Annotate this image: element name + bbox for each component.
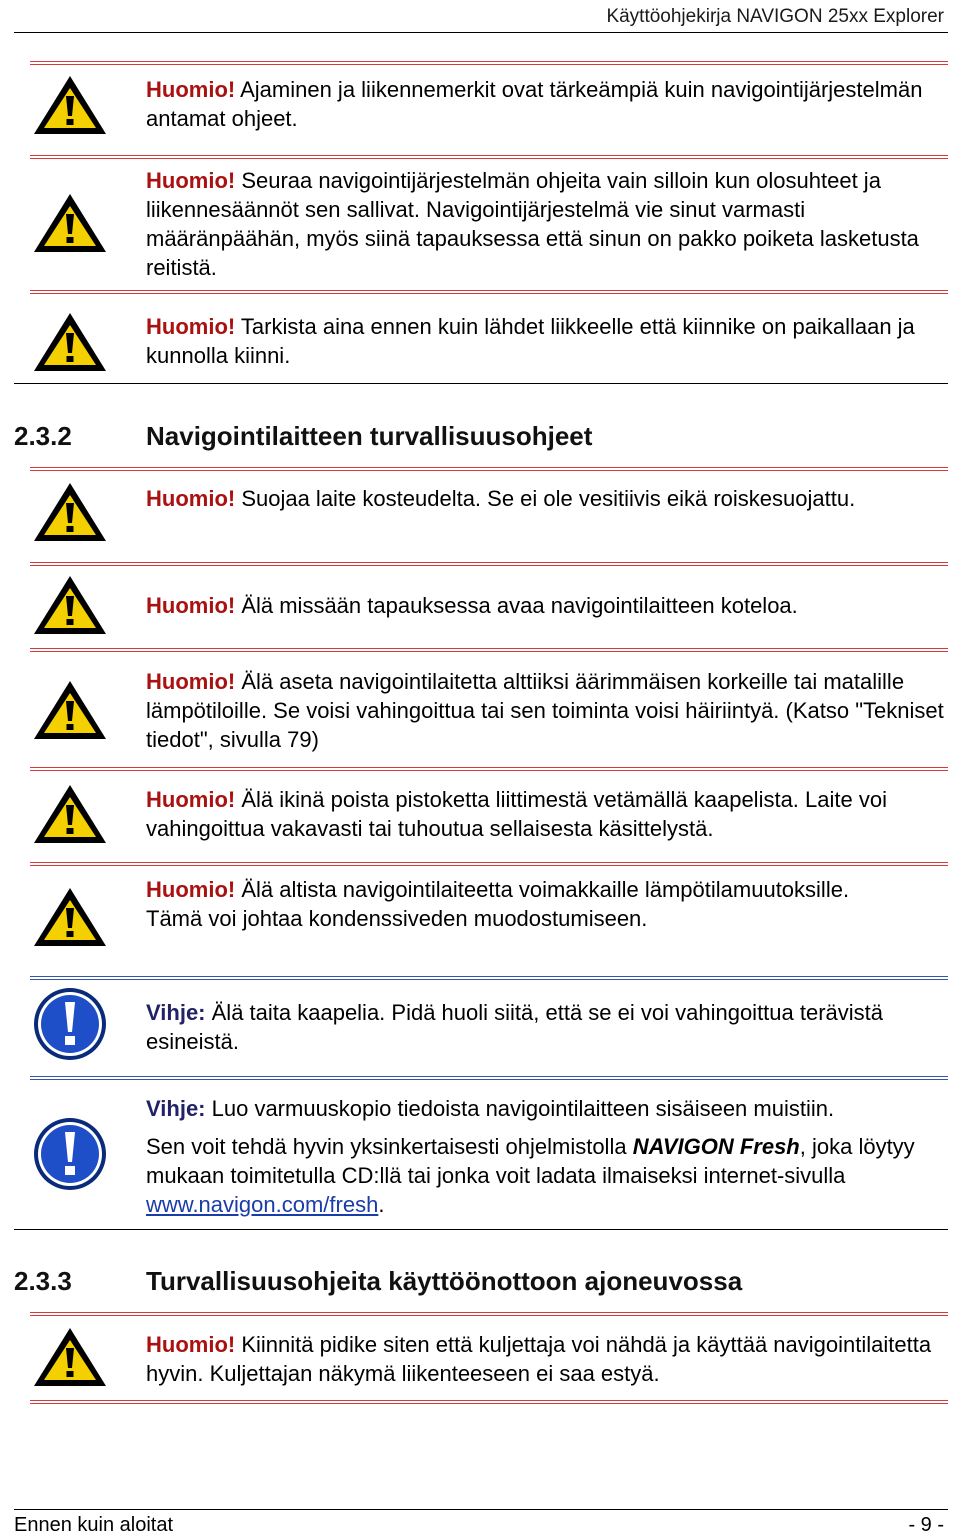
tip-paragraph: Sen voit tehdä hyvin yksinkertaisesti ohjelmistolla NAVIGON Fresh, joka löytyy mukaan toimitetulla CD:llä tai jonka voit ladata ilmaiseksi internet-sivulla www.navigon.com/fresh. bbox=[146, 1134, 915, 1217]
warning-triangle-icon bbox=[32, 190, 108, 256]
section-rule bbox=[14, 383, 948, 384]
tip-note: Vihje: Älä taita kaapelia. Pidä huoli siitä, että se ei voi vahingoittua terävistä esineistä. bbox=[146, 1000, 884, 1054]
warning-note: Huomio! Älä aseta navigointilaitetta alttiiksi äärimmäisen korkeille tai matalille lämpötiloille. Se voisi vahingoittua tai sen toiminta voisi häiriintyä. (Katso "Tekniset tiedot", sivulla 79) bbox=[146, 669, 944, 752]
warning-rule bbox=[30, 648, 948, 652]
section-title: Navigointilaitteen turvallisuusohjeet bbox=[146, 421, 593, 451]
warning-rule bbox=[30, 467, 948, 471]
footer-rule bbox=[14, 1509, 948, 1510]
warning-triangle-icon bbox=[32, 72, 108, 138]
tip-rule bbox=[30, 1076, 948, 1080]
warning-triangle-icon bbox=[32, 572, 108, 638]
fresh-download-link[interactable]: www.navigon.com/fresh bbox=[146, 1192, 379, 1217]
section-number: 2.3.3 bbox=[14, 1266, 72, 1296]
tip-rule bbox=[30, 976, 948, 980]
warning-rule bbox=[30, 290, 948, 294]
warning-triangle-icon bbox=[32, 1324, 108, 1390]
warning-note: Huomio! Älä missään tapauksessa avaa navigointilaitteen koteloa. bbox=[146, 593, 798, 618]
footer-chapter: Ennen kuin aloitat bbox=[14, 1514, 174, 1536]
warning-rule bbox=[30, 562, 948, 566]
section-rule bbox=[14, 1229, 948, 1230]
warning-triangle-icon bbox=[32, 677, 108, 743]
section-number: 2.3.2 bbox=[14, 421, 72, 451]
header-rule bbox=[14, 32, 948, 33]
warning-triangle-icon bbox=[32, 884, 108, 950]
tip-note: Vihje: Luo varmuuskopio tiedoista navigointilaitteen sisäiseen muistiin. bbox=[146, 1096, 835, 1121]
warning-note: Huomio! Älä altista navigointilaiteetta voimakkaille lämpötilamuutoksille. Tämä voi johtaa kondenssiveden muodostumiseen. bbox=[146, 877, 850, 931]
warning-note: Huomio! Ajaminen ja liikennemerkit ovat tärkeämpiä kuin navigointijärjestelmän antamat ohjeet. bbox=[146, 77, 923, 131]
brand-name: NAVIGON Fresh bbox=[632, 1134, 800, 1159]
warning-rule bbox=[30, 862, 948, 866]
page-number: - 9 - bbox=[908, 1514, 944, 1536]
warning-note: Huomio! Kiinnitä pidike siten että kuljettaja voi nähdä ja käyttää navigointilaitetta hyvin. Kuljettajan näkymä liikenteeseen ei saa estyä. bbox=[146, 1332, 932, 1386]
exclamation-circle-icon bbox=[32, 986, 108, 1062]
warning-note: Huomio! Suojaa laite kosteudelta. Se ei ole vesitiivis eikä roiskesuojattu. bbox=[146, 486, 856, 511]
warning-note: Huomio! Tarkista aina ennen kuin lähdet liikkeelle että kiinnike on paikallaan ja kunnolla kiinni. bbox=[146, 314, 915, 368]
warning-note: Huomio! Seuraa navigointijärjestelmän ohjeita vain silloin kun olosuhteet ja liikennesäännöt sen sallivat. Navigointijärjestelmä vie sinut varmasti määränpäähän, myös siinä tapauksessa että sinun on pakko poiketa lasketusta reitistä. bbox=[146, 168, 919, 280]
warning-note: Huomio! Älä ikinä poista pistoketta liittimestä vetämällä kaapelista. Laite voi vahingoittua vakavasti tai tuhoutua sellaisesta käsittelystä. bbox=[146, 787, 887, 841]
section-title: Turvallisuusohjeita käyttöönottoon ajoneuvossa bbox=[146, 1266, 743, 1296]
warning-rule bbox=[30, 155, 948, 159]
warning-triangle-icon bbox=[32, 781, 108, 847]
warning-triangle-icon bbox=[32, 309, 108, 375]
document-header: Käyttöohjekirja NAVIGON 25xx Explorer bbox=[606, 6, 944, 27]
warning-triangle-icon bbox=[32, 479, 108, 545]
exclamation-circle-icon bbox=[32, 1116, 108, 1192]
warning-rule bbox=[30, 61, 948, 65]
warning-rule bbox=[30, 1312, 948, 1316]
warning-rule bbox=[30, 1400, 948, 1404]
warning-rule bbox=[30, 767, 948, 771]
